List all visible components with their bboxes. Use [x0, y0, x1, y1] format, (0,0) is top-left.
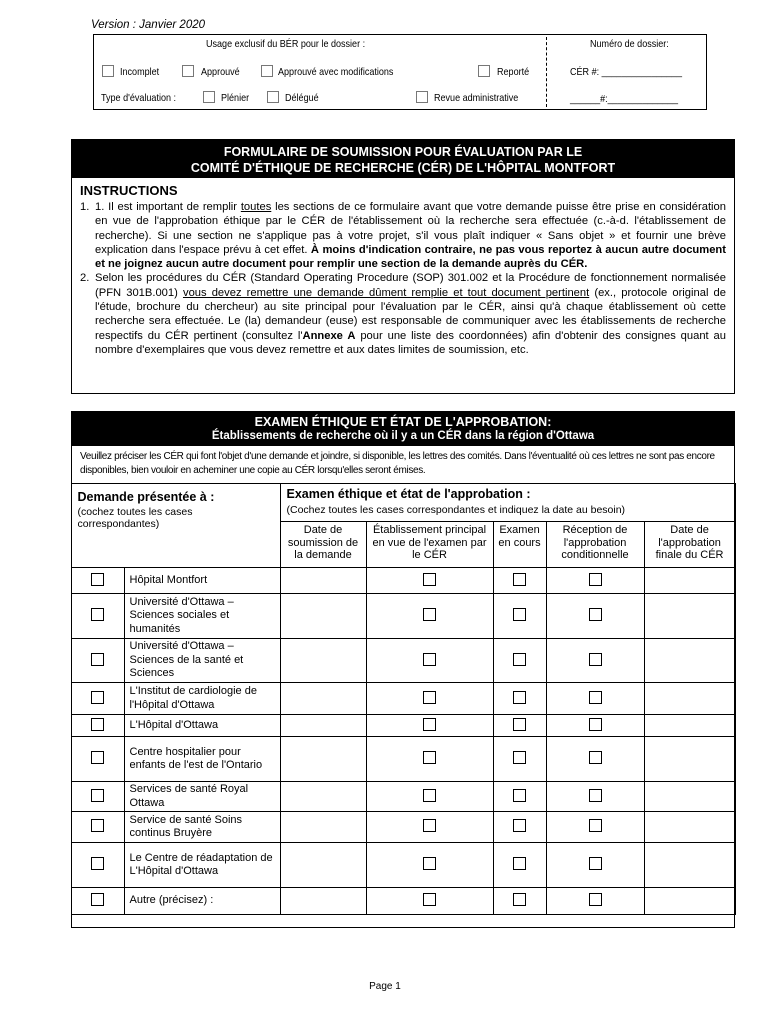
institution-checkbox[interactable]: [91, 893, 104, 906]
conditional-approval-checkbox[interactable]: [589, 857, 602, 870]
form-title-line2: COMITÉ D'ÉTHIQUE DE RECHERCHE (CÉR) DE L'HÔPITAL MONTFORT: [190, 161, 616, 175]
item-bold: À moins d'indication contraire, ne pas vous reportez à aucun autre document et ne joignez aucun autre document pour remplir une section de la demande auprès du CÉR.: [95, 243, 726, 271]
requested-header: Demande présentée à :: [77, 490, 215, 504]
form-title-line1: FORMULAIRE DE SOUMISSION POUR ÉVALUATION PAR LE: [223, 145, 583, 159]
review-title-line1: EXAMEN ÉTHIQUE ET ÉTAT DE L'APPROBATION:: [254, 415, 552, 429]
checkbox-reporte[interactable]: [478, 65, 490, 77]
under-review-checkbox[interactable]: [513, 718, 526, 731]
institution-label: Le Centre de réadaptation de L'Hôpital d'Ottawa: [124, 843, 280, 888]
select-cell: [71, 639, 124, 683]
institution-label: L'Hôpital d'Ottawa: [124, 715, 280, 737]
item-number: 1.: [80, 201, 90, 213]
table-row: [71, 812, 735, 843]
instruction-item-2: [80, 271, 726, 357]
main-site-checkbox[interactable]: [423, 789, 436, 802]
status-incomplet: Incomplet: [120, 66, 160, 78]
select-cell: [71, 568, 124, 594]
main-site-checkbox[interactable]: [423, 718, 436, 731]
col-header-under-review: Examen en cours: [493, 522, 546, 568]
conditional-approval-cell: [546, 683, 644, 715]
form-title-bar: [72, 140, 734, 178]
item-text: les sections de ce formulaire avant que votre demande puisse être prise en considération en vue de l'approbation éthique par le CÉR de l'établissement où la recherche sera effectuée (c.-à-d. l'établissement de recherche). Si une section ne s'applique pas à votre projet, s'il vous plaît indiquer « Sans objet » et fournir une brève explication dans l'espace prévu à cet effet.: [95, 201, 726, 256]
version-label: Version : Janvier 2020: [91, 19, 206, 31]
cer-number-field[interactable]: CÉR #: ________________: [570, 66, 682, 78]
select-cell: [71, 888, 124, 915]
select-cell: [71, 843, 124, 888]
conditional-approval-checkbox[interactable]: [589, 573, 602, 586]
submission-date-cell[interactable]: [280, 843, 366, 888]
status-reporte: Reporté: [497, 66, 530, 78]
submission-date-cell[interactable]: [280, 888, 366, 915]
submission-date-cell[interactable]: [280, 737, 366, 782]
table-row: [71, 843, 735, 888]
instructions-section: [71, 139, 735, 394]
institution-label: L'Institut de cardiologie de l'Hôpital d'Ottawa: [124, 683, 280, 715]
main-site-checkbox[interactable]: [423, 691, 436, 704]
main-site-cell: [366, 715, 493, 737]
under-review-cell: [493, 737, 546, 782]
under-review-cell: [493, 888, 546, 915]
eval-delegue: Délégué: [285, 92, 319, 104]
institution-checkbox[interactable]: [91, 751, 104, 764]
select-cell: [71, 782, 124, 812]
review-note: Veuillez préciser les CÉR qui font l'objet d'une demande et joindre, si disponible, les lettres des comités. Dans l'éventualité où ces lettres ne sont pas encore disponibles, bien vouloir en acheminer une copie au CÉR lorsqu'elles seront émises.: [80, 451, 715, 476]
review-title-bar: [72, 412, 734, 446]
col-header-submission-date: Date de soumission de la demande: [280, 522, 366, 568]
institution-label: Université d'Ottawa – Sciences de la santé et Sciences: [124, 639, 280, 683]
table-row: [71, 737, 735, 782]
conditional-approval-cell: [546, 594, 644, 639]
under-review-cell: [493, 639, 546, 683]
under-review-checkbox[interactable]: [513, 893, 526, 906]
table-row: [71, 683, 735, 715]
select-cell: [71, 812, 124, 843]
submission-date-cell[interactable]: [280, 568, 366, 594]
review-table: [71, 483, 736, 915]
submission-date-cell[interactable]: [280, 812, 366, 843]
admin-title: Usage exclusif du BÉR pour le dossier :: [206, 38, 366, 50]
requested-subheader: (cochez toutes les cases correspondantes): [77, 506, 193, 530]
conditional-approval-cell: [546, 888, 644, 915]
under-review-checkbox[interactable]: [513, 608, 526, 621]
item-bold: Annexe A: [302, 329, 356, 342]
conditional-approval-checkbox[interactable]: [589, 789, 602, 802]
under-review-checkbox[interactable]: [513, 819, 526, 832]
main-site-checkbox[interactable]: [423, 608, 436, 621]
under-review-cell: [493, 683, 546, 715]
table-row: [71, 888, 735, 915]
table-row: [71, 568, 735, 594]
main-site-checkbox[interactable]: [423, 893, 436, 906]
conditional-approval-cell: [546, 782, 644, 812]
item-text: (ex., protocole original de l'étude, brochure du chercheur) au site principal pour l'évaluation par le CÉR, ainsi qu'à chaque établissement où cette recherche sera effectuée. Le (la) demandeur (euse) est responsable de communiquer avec les établissements de recherche respectifs du CÉR pertinent (consultez l': [95, 286, 726, 342]
main-site-checkbox[interactable]: [423, 751, 436, 764]
item-underlined: toutes: [240, 201, 272, 213]
submission-date-cell[interactable]: [280, 715, 366, 737]
col-header-final-approval-date: Date de l'approbation finale du CÉR: [644, 522, 735, 568]
institution-label: Autre (précisez) :: [124, 888, 280, 915]
conditional-approval-cell: [546, 843, 644, 888]
conditional-approval-checkbox[interactable]: [589, 718, 602, 731]
main-site-cell: [366, 843, 493, 888]
conditional-approval-checkbox[interactable]: [589, 751, 602, 764]
under-review-cell: [493, 715, 546, 737]
main-site-checkbox[interactable]: [423, 573, 436, 586]
instructions-list: [80, 200, 726, 357]
final-approval-date-cell[interactable]: [644, 737, 735, 782]
final-approval-date-cell[interactable]: [644, 594, 735, 639]
conditional-approval-checkbox[interactable]: [589, 691, 602, 704]
institution-label: Centre hospitalier pour enfants de l'est de l'Ontario: [124, 737, 280, 782]
final-approval-date-cell[interactable]: [644, 568, 735, 594]
table-row: [71, 594, 735, 639]
table-row: [71, 715, 735, 737]
institution-checkbox[interactable]: [91, 718, 104, 731]
select-cell: [71, 683, 124, 715]
status-header-cell: [280, 484, 735, 522]
table-row: [71, 782, 735, 812]
under-review-cell: [493, 594, 546, 639]
instruction-item-1: [80, 200, 726, 271]
ethics-review-section: [71, 411, 735, 928]
main-site-cell: [366, 594, 493, 639]
conditional-approval-cell: [546, 639, 644, 683]
checkbox-delegue[interactable]: [267, 91, 279, 103]
submission-date-cell[interactable]: [280, 683, 366, 715]
institution-checkbox[interactable]: [91, 691, 104, 704]
status-approuve: Approuvé: [201, 66, 240, 78]
institution-label: Université d'Ottawa – Sciences sociales et humanités: [124, 594, 280, 639]
main-site-cell: [366, 683, 493, 715]
final-approval-date-cell[interactable]: [644, 639, 735, 683]
final-approval-date-cell[interactable]: [644, 683, 735, 715]
eval-plenier: Plénier: [221, 92, 250, 104]
institution-checkbox[interactable]: [91, 789, 104, 802]
institution-checkbox[interactable]: [91, 608, 104, 621]
conditional-approval-cell: [546, 715, 644, 737]
under-review-checkbox[interactable]: [513, 653, 526, 666]
under-review-checkbox[interactable]: [513, 751, 526, 764]
item-number: 2.: [80, 272, 90, 285]
hash-number-field[interactable]: ______#:______________: [570, 93, 678, 105]
conditional-approval-cell: [546, 737, 644, 782]
col-header-main-site: Établissement principal en vue de l'examen par le CÉR: [366, 522, 493, 568]
institution-label: Services de santé Royal Ottawa: [124, 782, 280, 812]
eval-revue-administrative: Revue administrative: [434, 92, 519, 104]
main-site-checkbox[interactable]: [423, 819, 436, 832]
item-underlined: vous devez remettre une demande dûment remplie et tout document pertinent: [182, 286, 590, 299]
dossier-label: Numéro de dossier:: [590, 38, 669, 50]
main-site-cell: [366, 737, 493, 782]
final-approval-date-cell[interactable]: [644, 782, 735, 812]
select-cell: [71, 737, 124, 782]
final-approval-date-cell[interactable]: [644, 843, 735, 888]
conditional-approval-checkbox[interactable]: [589, 608, 602, 621]
admin-divider: [546, 37, 547, 107]
conditional-approval-checkbox[interactable]: [589, 893, 602, 906]
status-header: Examen éthique et état de l'approbation :: [286, 487, 531, 501]
main-site-cell: [366, 812, 493, 843]
select-cell: [71, 715, 124, 737]
submission-date-cell[interactable]: [280, 639, 366, 683]
eval-type-label: Type d'évaluation :: [101, 92, 177, 104]
status-subheader: (Cochez toutes les cases correspondantes et indiquez la date au besoin): [286, 504, 626, 516]
submission-date-cell[interactable]: [280, 594, 366, 639]
main-site-cell: [366, 782, 493, 812]
main-site-cell: [366, 568, 493, 594]
under-review-checkbox[interactable]: [513, 573, 526, 586]
under-review-checkbox[interactable]: [513, 691, 526, 704]
institution-label: Service de santé Soins continus Bruyère: [124, 812, 280, 843]
under-review-checkbox[interactable]: [513, 789, 526, 802]
under-review-cell: [493, 568, 546, 594]
institution-checkbox[interactable]: [91, 573, 104, 586]
institution-checkbox[interactable]: [91, 653, 104, 666]
table-header-row: [71, 484, 735, 522]
main-site-checkbox[interactable]: [423, 653, 436, 666]
admin-box: [93, 34, 707, 110]
under-review-cell: [493, 812, 546, 843]
checkbox-approuve-modifications[interactable]: [261, 65, 273, 77]
select-cell: [71, 594, 124, 639]
conditional-approval-cell: [546, 568, 644, 594]
under-review-checkbox[interactable]: [513, 857, 526, 870]
main-site-checkbox[interactable]: [423, 857, 436, 870]
main-site-cell: [366, 888, 493, 915]
item-text: Selon les procédures du CÉR (Standard Operating Procedure (SOP) 301.002 et la Procédure de fonctionnement normalisée (PFN 301B.001): [95, 272, 726, 299]
final-approval-date-cell[interactable]: [644, 715, 735, 737]
requested-header-cell: [71, 484, 280, 568]
conditional-approval-checkbox[interactable]: [589, 653, 602, 666]
institution-label: Hôpital Montfort: [124, 568, 280, 594]
checkbox-revue-administrative[interactable]: [416, 91, 428, 103]
main-site-cell: [366, 639, 493, 683]
instructions-heading: INSTRUCTIONS: [80, 183, 178, 198]
under-review-cell: [493, 843, 546, 888]
checkbox-approuve[interactable]: [182, 65, 194, 77]
institution-checkbox[interactable]: [91, 819, 104, 832]
status-approuve-modifications: Approuvé avec modifications: [278, 66, 394, 78]
conditional-approval-checkbox[interactable]: [589, 819, 602, 832]
final-approval-date-cell[interactable]: [644, 812, 735, 843]
under-review-cell: [493, 782, 546, 812]
item-text: 1. Il est important de remplir: [95, 201, 241, 213]
checkbox-incomplet[interactable]: [102, 65, 114, 77]
review-title-line2: Établissements de recherche où il y a un CÉR dans la région d'Ottawa: [211, 430, 595, 442]
page-number: Page 1: [369, 981, 401, 992]
checkbox-plenier[interactable]: [203, 91, 215, 103]
institution-checkbox[interactable]: [91, 857, 104, 870]
final-approval-date-cell[interactable]: [644, 888, 735, 915]
submission-date-cell[interactable]: [280, 782, 366, 812]
item-text: pour une liste des coordonnées) afin d'obtenir des consignes quant au nombre d'exemplaires que vous devez remettre et aux dates limites de soumission, etc.: [95, 329, 726, 356]
conditional-approval-cell: [546, 812, 644, 843]
col-header-conditional-approval: Réception de l'approbation conditionnelle: [546, 522, 644, 568]
table-row: [71, 639, 735, 683]
